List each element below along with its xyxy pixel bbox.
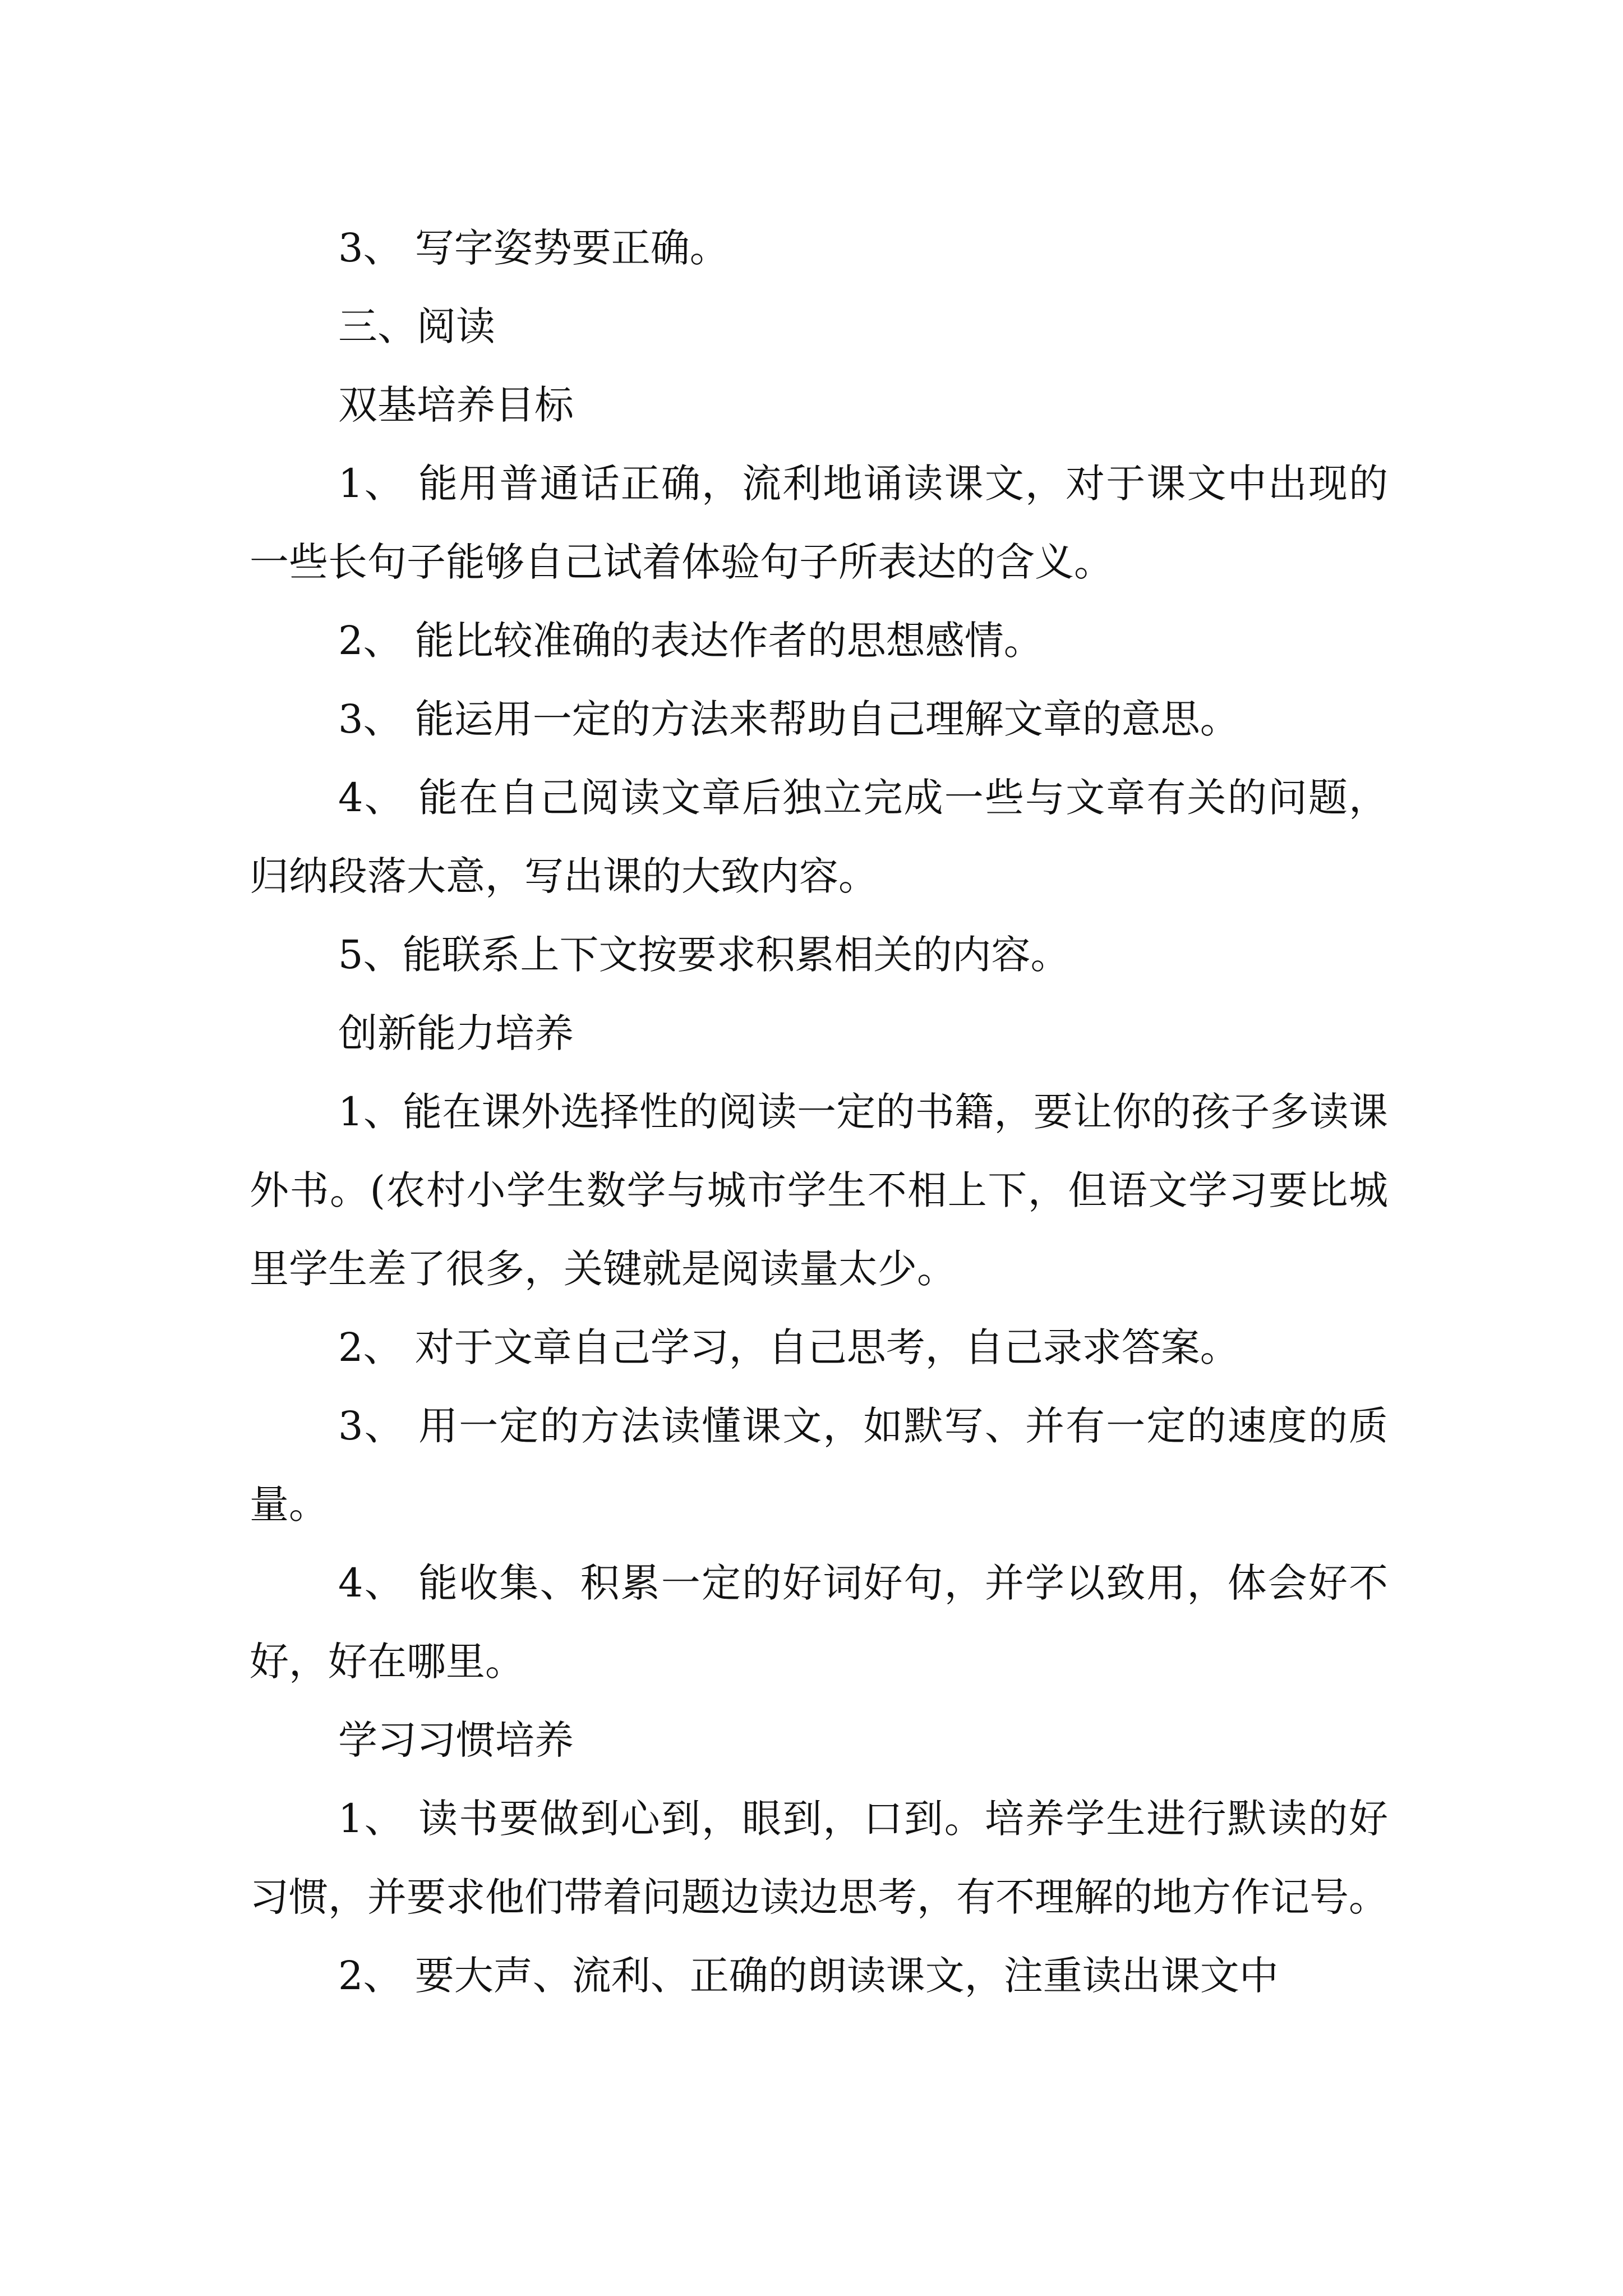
subsection-heading: 学习习惯培养 [338, 1717, 574, 1763]
paragraph: 1、能在课外选择性的阅读一定的书籍，要让你的孩子多读课外书。(农村小学生数学与城市学生不相上下，但语文学习要比城里学生差了很多，关键就是阅读量太少。 [250, 1089, 1388, 1292]
document-body [250, 209, 1388, 2015]
paragraph: 2、 能比较准确的表达作者的思想感情。 [338, 618, 1043, 664]
paragraph: 1、 读书要做到心到，眼到，口到。培养学生进行默读的好习惯，并要求他们带着问题边读边思考，有不理解的地方作记号。 [250, 1796, 1388, 1920]
paragraph: 3、 写字姿势要正确。 [338, 225, 729, 271]
paragraph: 2、 要大声、流利、正确的朗读课文，注重读出课文中 [338, 1953, 1279, 1999]
subsection-heading: 创新能力培养 [338, 1010, 574, 1056]
paragraph: 5、能联系上下文按要求积累相关的内容。 [338, 932, 1070, 978]
paragraph: 4、 能收集、积累一定的好词好句，并学以致用，体会好不好，好在哪里。 [250, 1560, 1388, 1685]
paragraph: 3、 能运用一定的方法来帮助自己理解文章的意思。 [338, 696, 1239, 742]
section-heading: 三、阅读 [338, 303, 495, 349]
subsection-heading: 双基培养目标 [338, 382, 574, 428]
paragraph: 4、 能在自己阅读文章后独立完成一些与文章有关的问题，归纳段落大意，写出课的大致内容。 [250, 775, 1388, 899]
paragraph: 3、 用一定的方法读懂课文，如默写、并有一定的速度的质量。 [250, 1403, 1388, 1527]
paragraph: 2、 对于文章自己学习，自己思考，自己录求答案。 [338, 1324, 1239, 1370]
paragraph: 1、 能用普通话正确，流利地诵读课文，对于课文中出现的一些长句子能够自己试着体验句子所表达的含义。 [250, 461, 1388, 585]
